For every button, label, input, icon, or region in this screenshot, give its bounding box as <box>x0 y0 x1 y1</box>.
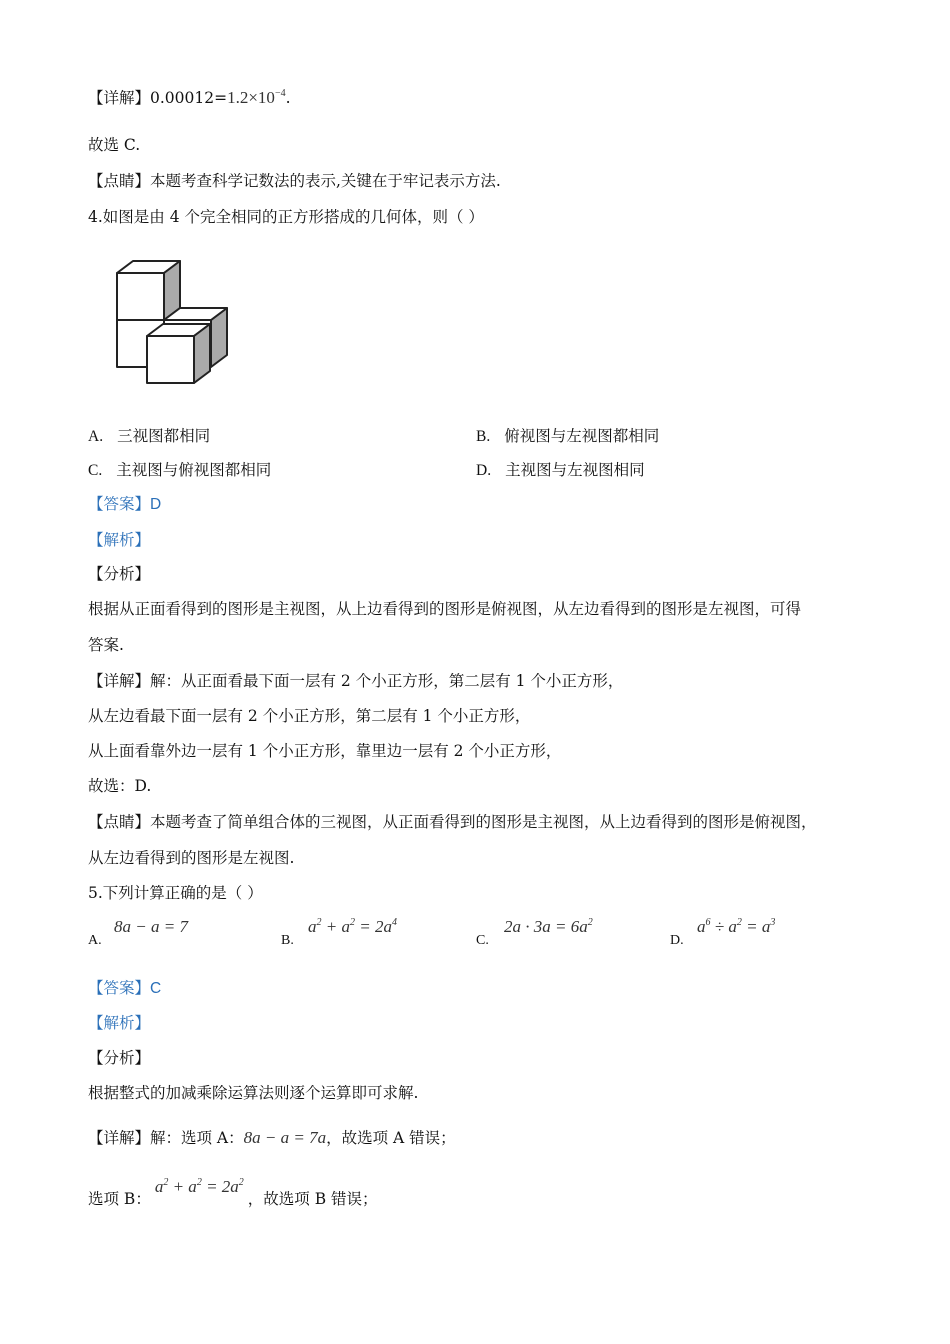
q4-detail2: 从左边看最下面一层有 2 个小正方形，第二层有 1 个小正方形， <box>88 707 531 725</box>
question-4: 4.如图是由 4 个完全相同的正方形搭成的几何体，则（ ） <box>88 208 484 226</box>
q5-detail-a: 【详解】解：选项 A：8a − a = 7a，故选项 A 错误； <box>88 1128 456 1147</box>
q4-analysis-line1: 根据从正面看得到的图形是主视图，从上边看得到的图形是俯视图，从左边看得到的图形是左视图，可得 <box>88 600 802 618</box>
choose-line: 故选 C. <box>88 136 141 154</box>
scientific-notation: $1.2\times 10^{-4}$ <box>227 88 286 107</box>
q4-choose: 故选：D. <box>88 777 152 795</box>
q4-comment1: 【点睛】本题考查了简单组合体的三视图，从正面看得到的图形是主视图，从上边看得到的图形是俯视图， <box>88 813 817 831</box>
q4-detail3: 从上面看靠外边一层有 1 个小正方形，靠里边一层有 2 个小正方形， <box>88 742 562 760</box>
q5-option-b-formula: $a^2 + a^2 = 2a^4$ <box>308 917 397 936</box>
q5-option-c-label: C. <box>476 933 489 948</box>
cube-figure <box>105 250 240 390</box>
q4-option-d: D. 主视图与左视图相同 <box>476 461 645 479</box>
q4-analysis-line2: 答案. <box>88 636 124 654</box>
q4-option-c: C. 主视图与俯视图都相同 <box>88 461 272 479</box>
q5-option-b-label: B. <box>281 933 294 948</box>
q4-analysis-head: 【分析】 <box>88 565 151 583</box>
question-5: 5.下列计算正确的是（ ） <box>88 884 263 902</box>
q4-option-b: B. 俯视图与左视图都相同 <box>476 427 660 445</box>
q4-analysis-tag: 【解析】 <box>88 531 151 549</box>
comment-line: 【点睛】本题考查科学记数法的表示,关键在于牢记表示方法. <box>88 172 501 190</box>
detail-line: 【详解】$0.00012=1.2\times 10^{-4}$. <box>88 88 291 107</box>
q5-analysis-line: 根据整式的加减乘除运算法则逐个运算即可求解. <box>88 1084 419 1102</box>
q5-option-d-label: D. <box>670 933 684 948</box>
q4-answer: 【答案】D <box>88 495 162 513</box>
q5-analysis-tag: 【解析】 <box>88 1014 151 1032</box>
q5-answer: 【答案】C <box>88 979 162 997</box>
q5-option-d-formula: $a^6 \div a^2 = a^3$ <box>697 917 776 936</box>
q5-option-c-formula: $2a \cdot 3a = 6a^2$ <box>504 917 593 936</box>
q4-detail1: 【详解】解：从正面看最下面一层有 2 个小正方形，第二层有 1 个小正方形， <box>88 672 624 690</box>
q5-option-a-label: A. <box>88 933 102 948</box>
q4-option-a: A. 三视图都相同 <box>88 427 211 445</box>
q5-analysis-head: 【分析】 <box>88 1049 151 1067</box>
q5-detail-b: 选项 B：$a^2 + a^2 = 2a^2$，故选项 B 错误； <box>88 1177 378 1208</box>
q4-comment2: 从左边看得到的图形是左视图. <box>88 849 295 867</box>
q5-option-a-formula: 8a − a = 7 <box>114 917 188 936</box>
